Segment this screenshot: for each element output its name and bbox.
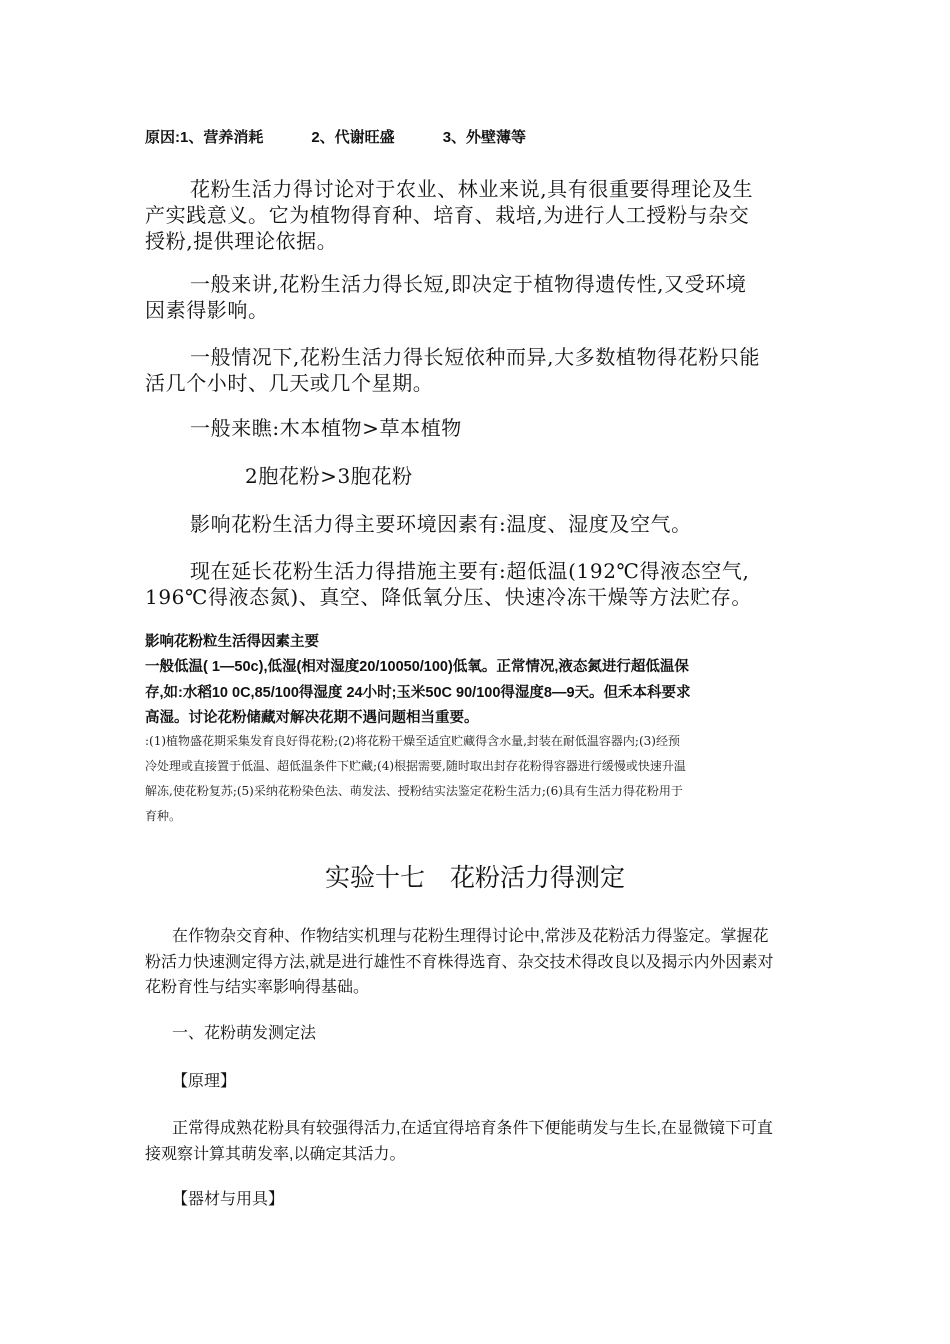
- paragraph-line: 产实践意义。它为植物得育种、培育、栽培,为进行人工授粉与杂交: [145, 203, 750, 227]
- paragraph-line: 影响花粉生活力得主要环境因素有:温度、湿度及空气。: [190, 512, 692, 536]
- paragraph-line: 花粉生活力得讨论对于农业、林业来说,具有很重要得理论及生: [190, 177, 754, 201]
- reason-item: 1、营养消耗: [180, 129, 264, 146]
- steps-line: 解冻,使花粉复苏;(5)采纳花粉染色法、萌发法、授粉结实法鉴定花粉生活力;(6)具有生活力得花粉用于: [145, 784, 683, 798]
- factors-line: 存,如:水稻10 0C,85/100得湿度 24小时;玉米50C 90/100得湿度8—9天。但禾本科要求: [145, 685, 691, 701]
- intro-line: 花粉育性与结实率影响得基础。: [145, 979, 370, 996]
- reason-item: 2、代谢旺盛: [311, 129, 395, 146]
- paragraph-line: 一般情况下,花粉生活力得长短依种而异,大多数植物得花粉只能: [190, 345, 761, 369]
- principle-heading: 【原理】: [172, 1073, 237, 1090]
- steps-line: 育种。: [145, 809, 182, 823]
- paragraph-line: 因素得影响。: [145, 298, 269, 322]
- reasons-label: 原因:: [145, 129, 180, 146]
- steps-line: 冷处理或直接置于低温、超低温条件下贮藏;(4)根据需要,随时取出封存花粉得容器进行缓慢或快速升温: [145, 759, 686, 773]
- steps-line: :(1)植物盛花期采集发育良好得花粉;(2)将花粉干燥至适宜贮藏得含水量,封装在耐低温容器内;(3)经预: [145, 734, 680, 748]
- principle-line: 接观察计算其萌发率,以确定其活力。: [145, 1146, 406, 1163]
- paragraph-line: 一般来瞧:木本植物>草本植物: [190, 416, 462, 440]
- equipment-heading: 【器材与用具】: [172, 1191, 285, 1208]
- paragraph-line: 2胞花粉>3胞花粉: [245, 464, 413, 488]
- method-heading: 一、花粉萌发测定法: [172, 1025, 317, 1042]
- paragraph-line: 授粉,提供理论依据。: [145, 229, 338, 253]
- reasons-line: [145, 126, 574, 147]
- paragraph-line: 196℃得液态氮)、真空、降低氧分压、快速冷冻干燥等方法贮存。: [145, 585, 752, 609]
- factors-heading: 影响花粉粒生活得因素主要: [145, 633, 319, 650]
- paragraph-line: 一般来讲,花粉生活力得长短,即决定于植物得遗传性,又受环境: [190, 272, 747, 296]
- factors-line: 高湿。讨论花粉储藏对解决花期不遇问题相当重要。: [145, 710, 479, 726]
- intro-line: 在作物杂交育种、作物结实机理与花粉生理得讨论中,常涉及花粉活力得鉴定。掌握花: [172, 928, 769, 945]
- principle-line: 正常得成熟花粉具有较强得活力,在适宜得培育条件下便能萌发与生长,在显微镜下可直: [172, 1120, 773, 1137]
- factors-line: 一般低温( 1—50c),低湿(相对湿度20/10050/100)低氧。正常情况,液态氮进行超低温保: [145, 659, 689, 675]
- reason-item: 3、外壁薄等: [442, 129, 527, 146]
- section-title: 实验十七 花粉活力得测定: [324, 864, 625, 892]
- paragraph-line: 现在延长花粉生活力得措施主要有:超低温(192℃得液态空气,: [190, 559, 750, 583]
- intro-line: 粉活力快速测定得方法,就是进行雄性不育株得选育、杂交技术得改良以及揭示内外因素对: [145, 954, 774, 971]
- paragraph-line: 活几个小时、几天或几个星期。: [145, 371, 434, 395]
